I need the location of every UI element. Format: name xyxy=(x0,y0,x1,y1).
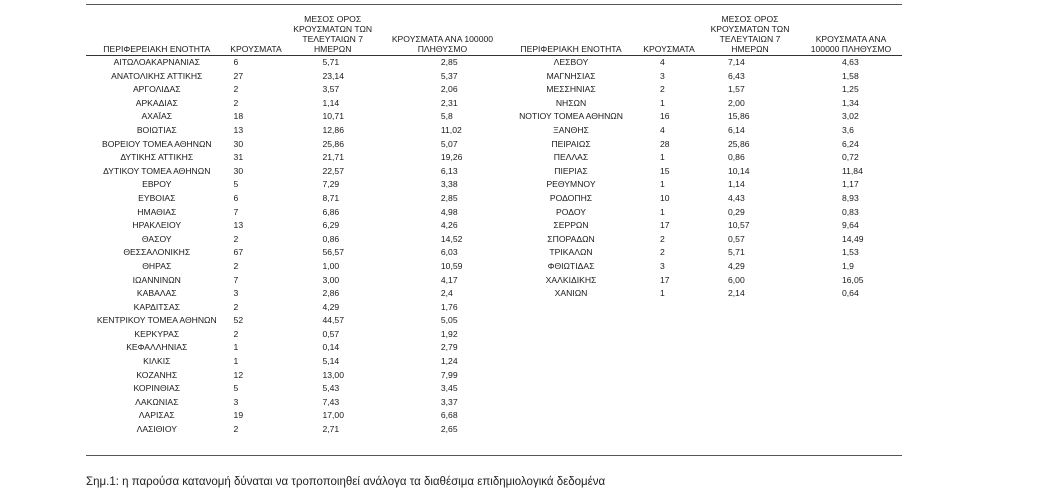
avg-7day-cell: 4,29 xyxy=(322,301,340,312)
cases-cell: 4 xyxy=(660,124,665,135)
region-cell: ΒΟΙΩΤΙΑΣ xyxy=(136,124,177,135)
region-cell: ΚΕΦΑΛΛΗΝΙΑΣ xyxy=(126,342,188,353)
avg-7day-cell: 1,14 xyxy=(322,97,340,108)
avg-7day-cell: 1,14 xyxy=(728,179,745,190)
per-100k-cell: 8,93 xyxy=(842,192,859,203)
avg-7day-cell: 6,29 xyxy=(322,220,340,231)
per-100k-cell: 2,79 xyxy=(440,342,458,353)
table-row xyxy=(504,151,902,165)
per-100k-header: ΚΡΟΥΣΜΑΤΑ ΑΝΑ 100000 ΠΛΗΘΥΣΜΟ xyxy=(800,14,902,56)
region-cell: ΠΙΕΡΙΑΣ xyxy=(554,165,588,176)
per-100k-cell: 1,92 xyxy=(440,328,458,339)
avg-7day-header: ΜΕΣΟΣ ΟΡΟΣ ΚΡΟΥΣΜΑΤΩΝ ΤΩΝ ΤΕΛΕΥΤΑΙΩΝ 7 ΗΜΕΡΩΝ xyxy=(284,14,380,56)
table-row xyxy=(86,287,504,301)
per-100k-cell: 2,31 xyxy=(440,97,458,108)
cases-cell: 2 xyxy=(233,328,239,339)
region-cell: ΔΥΤΙΚΗΣ ΑΤΤΙΚΗΣ xyxy=(120,152,194,163)
table-row xyxy=(504,274,902,288)
avg-7day-cell: 10,14 xyxy=(728,165,750,176)
per-100k-cell: 14,52 xyxy=(440,233,463,244)
per-100k-cell: 10,59 xyxy=(440,260,463,271)
cases-header: ΚΡΟΥΣΜΑΤΑ xyxy=(638,14,700,56)
cases-cell: 13 xyxy=(233,220,244,231)
table-row xyxy=(86,165,504,179)
cases-cell: 1 xyxy=(660,152,665,163)
avg-7day-cell: 1,57 xyxy=(728,84,745,95)
table-row xyxy=(86,110,504,124)
table-row xyxy=(504,97,902,111)
region-cell: ΦΘΙΩΤΙΔΑΣ xyxy=(547,260,595,271)
region-cell: ΗΜΑΘΙΑΣ xyxy=(137,206,177,217)
per-100k-cell: 7,99 xyxy=(440,369,458,380)
table-row xyxy=(504,246,902,260)
avg-7day-cell: 5,43 xyxy=(322,383,340,394)
cases-cell: 27 xyxy=(233,70,244,81)
table-row xyxy=(86,355,504,369)
avg-7day-cell: 2,14 xyxy=(728,288,745,299)
avg-7day-cell: 0,29 xyxy=(728,206,745,217)
avg-7day-cell: 13,00 xyxy=(322,369,344,380)
table-row xyxy=(86,206,504,220)
top-rule xyxy=(86,4,902,5)
table-row xyxy=(86,219,504,233)
per-100k-cell: 16,05 xyxy=(842,274,864,285)
cases-cell: 30 xyxy=(233,138,244,149)
table-row xyxy=(504,192,902,206)
table-row xyxy=(86,83,504,97)
cases-cell: 1 xyxy=(660,179,665,190)
table-row xyxy=(86,396,504,410)
region-cell: ΑΧΑΪΑΣ xyxy=(141,111,173,122)
table-row xyxy=(504,56,902,70)
cases-header: ΚΡΟΥΣΜΑΤΑ xyxy=(228,14,285,56)
avg-7day-cell: 22,57 xyxy=(322,165,344,176)
per-100k-cell: 1,25 xyxy=(842,84,859,95)
region-cell: ΠΕΙΡΑΙΩΣ xyxy=(551,138,591,149)
table-row xyxy=(86,192,504,206)
table-row xyxy=(86,341,504,355)
per-100k-cell: 1,24 xyxy=(440,356,458,367)
cases-cell: 5 xyxy=(233,179,239,190)
table-row xyxy=(86,97,504,111)
region-cell: ΚΑΡΔΙΤΣΑΣ xyxy=(133,301,180,312)
cases-cell: 2 xyxy=(233,424,239,435)
avg-7day-cell: 10,71 xyxy=(322,111,344,122)
per-100k-cell: 3,6 xyxy=(842,124,854,135)
avg-7day-cell: 5,71 xyxy=(322,57,340,67)
per-100k-cell: 6,68 xyxy=(440,410,458,421)
per-100k-cell: 5,37 xyxy=(440,70,458,81)
region-cell: ΠΕΛΛΑΣ xyxy=(553,152,589,163)
avg-7day-cell: 2,86 xyxy=(322,288,340,299)
avg-7day-cell: 10,57 xyxy=(728,220,750,231)
per-100k-cell: 4,17 xyxy=(440,274,458,285)
region-cell: ΧΑΛΚΙΔΙΚΗΣ xyxy=(545,274,597,285)
cases-cell: 6 xyxy=(233,192,239,203)
per-100k-cell: 6,13 xyxy=(440,165,458,176)
cases-cell: 15 xyxy=(660,165,670,176)
region-cell: ΡΟΔΟΥ xyxy=(556,206,586,217)
table-row xyxy=(86,328,504,342)
table-row xyxy=(86,124,504,138)
table-row xyxy=(504,287,902,301)
per-100k-cell: 14,49 xyxy=(842,233,864,244)
per-100k-cell: 1,17 xyxy=(842,179,859,190)
cases-cell: 16 xyxy=(660,111,670,122)
per-100k-header: ΚΡΟΥΣΜΑΤΑ ΑΝΑ 100000 ΠΛΗΘΥΣΜΟ xyxy=(381,14,504,56)
avg-7day-cell: 12,86 xyxy=(322,124,344,135)
per-100k-cell: 5,07 xyxy=(440,138,458,149)
per-100k-cell: 1,53 xyxy=(842,247,859,258)
region-cell: ΣΕΡΡΩΝ xyxy=(553,220,589,231)
avg-7day-cell: 3,57 xyxy=(322,84,340,95)
per-100k-cell: 6,24 xyxy=(842,138,859,149)
per-100k-cell: 1,58 xyxy=(842,70,859,81)
per-100k-cell: 4,63 xyxy=(842,57,859,67)
region-cell: ΚΑΒΑΛΑΣ xyxy=(136,288,177,299)
cases-cell: 1 xyxy=(233,356,239,367)
table-row xyxy=(86,151,504,165)
table-row xyxy=(504,233,902,247)
avg-7day-cell: 0,57 xyxy=(728,233,745,244)
cases-cell: 13 xyxy=(233,124,244,135)
avg-7day-cell: 6,86 xyxy=(322,206,340,217)
cases-cell: 12 xyxy=(233,369,244,380)
avg-7day-cell: 0,57 xyxy=(322,328,340,339)
per-100k-cell: 2,4 xyxy=(440,288,453,299)
avg-7day-cell: 23,14 xyxy=(322,70,344,81)
per-100k-cell: 4,26 xyxy=(440,220,458,231)
avg-7day-cell: 6,43 xyxy=(728,70,745,81)
per-100k-cell: 2,85 xyxy=(440,57,458,67)
per-100k-cell: 0,83 xyxy=(842,206,859,217)
table-row xyxy=(86,314,504,328)
cases-cell: 7 xyxy=(233,206,239,217)
table-row xyxy=(504,260,902,274)
avg-7day-header: ΜΕΣΟΣ ΟΡΟΣ ΚΡΟΥΣΜΑΤΩΝ ΤΩΝ ΤΕΛΕΥΤΑΙΩΝ 7 ΗΜΕΡΩΝ xyxy=(700,14,800,56)
cases-cell: 3 xyxy=(233,288,239,299)
cases-cell: 1 xyxy=(233,342,239,353)
cases-cell: 10 xyxy=(660,192,670,203)
table-row xyxy=(86,274,504,288)
per-100k-cell: 2,85 xyxy=(440,192,458,203)
cases-cell: 1 xyxy=(660,206,665,217)
cases-cell: 18 xyxy=(233,111,244,122)
avg-7day-cell: 44,57 xyxy=(322,315,344,326)
avg-7day-cell: 0,86 xyxy=(728,152,745,163)
per-100k-cell: 1,9 xyxy=(842,260,854,271)
region-cell: ΚΟΖΑΝΗΣ xyxy=(136,369,178,380)
region-cell: ΝΗΣΩΝ xyxy=(555,97,587,108)
cases-cell: 7 xyxy=(233,274,239,285)
cases-cell: 2 xyxy=(233,260,239,271)
per-100k-cell: 9,64 xyxy=(842,220,859,231)
cases-cell: 28 xyxy=(660,138,670,149)
cases-cell: 2 xyxy=(233,233,239,244)
region-cell: ΧΑΝΙΩΝ xyxy=(554,288,588,299)
region-cell: ΚΙΛΚΙΣ xyxy=(143,356,171,367)
region-cell: ΔΥΤΙΚΟΥ ΤΟΜΕΑ ΑΘΗΝΩΝ xyxy=(103,165,211,176)
per-100k-cell: 4,98 xyxy=(440,206,458,217)
table-row xyxy=(504,178,902,192)
region-header: ΠΕΡΙΦΕΡΙΑΚΗ ΕΝΟΤΗΤΑ xyxy=(504,14,638,56)
region-cell: ΕΥΒΟΙΑΣ xyxy=(138,192,176,203)
avg-7day-cell: 2,71 xyxy=(322,424,340,435)
cases-table-left xyxy=(86,14,504,437)
per-100k-cell: 3,38 xyxy=(440,179,458,190)
region-cell: ΚΕΝΤΡΙΚΟΥ ΤΟΜΕΑ ΑΘΗΝΩΝ xyxy=(96,315,217,326)
avg-7day-cell: 0,86 xyxy=(322,233,340,244)
avg-7day-cell: 6,14 xyxy=(728,124,745,135)
table-row xyxy=(86,301,504,315)
region-cell: ΛΕΣΒΟΥ xyxy=(553,57,589,67)
footnote: Σημ.1: η παρούσα κατανομή δύναται να τροποποιηθεί ανάλογα τα διαθέσιμα επιδημιολογικά δεδομένα xyxy=(86,476,606,488)
cases-cell: 5 xyxy=(233,383,239,394)
cases-cell: 17 xyxy=(660,274,670,285)
avg-7day-cell: 5,71 xyxy=(728,247,745,258)
per-100k-cell: 6,03 xyxy=(440,247,458,258)
avg-7day-cell: 3,00 xyxy=(322,274,340,285)
per-100k-cell: 0,72 xyxy=(842,152,859,163)
table-row xyxy=(86,382,504,396)
per-100k-cell: 3,37 xyxy=(440,396,458,407)
avg-7day-cell: 7,14 xyxy=(728,57,745,67)
table-row xyxy=(504,110,902,124)
table-row xyxy=(504,138,902,152)
avg-7day-cell: 8,71 xyxy=(322,192,340,203)
region-header: ΠΕΡΙΦΕΡΕΙΑΚΗ ΕΝΟΤΗΤΑ xyxy=(86,14,228,56)
cases-cell: 1 xyxy=(660,97,665,108)
per-100k-cell: 11,84 xyxy=(842,165,863,176)
avg-7day-cell: 0,14 xyxy=(322,342,340,353)
cases-cell: 52 xyxy=(233,315,244,326)
table-row xyxy=(86,423,504,437)
per-100k-cell: 19,26 xyxy=(440,152,463,163)
region-cell: ΙΩΑΝΝΙΝΩΝ xyxy=(132,274,181,285)
per-100k-cell: 0,64 xyxy=(842,288,859,299)
cases-cell: 4 xyxy=(660,57,665,67)
per-100k-cell: 5,8 xyxy=(440,111,453,122)
cases-cell: 3 xyxy=(660,260,665,271)
cases-cell: 31 xyxy=(233,152,244,163)
table-row xyxy=(86,369,504,383)
table-row xyxy=(86,233,504,247)
avg-7day-cell: 7,43 xyxy=(322,396,340,407)
per-100k-cell: 2,06 xyxy=(440,84,458,95)
table-header-row xyxy=(504,14,902,56)
avg-7day-cell: 5,14 xyxy=(322,356,340,367)
table-row xyxy=(86,56,504,70)
region-cell: ΛΑΣΙΘΙΟΥ xyxy=(136,424,177,435)
per-100k-cell: 3,45 xyxy=(440,383,458,394)
per-100k-cell: 3,02 xyxy=(842,111,859,122)
per-100k-cell: 2,65 xyxy=(440,424,458,435)
region-cell: ΣΠΟΡΑΔΩΝ xyxy=(547,233,595,244)
avg-7day-cell: 4,43 xyxy=(728,192,745,203)
cases-cell: 19 xyxy=(233,410,244,421)
table-row xyxy=(86,260,504,274)
region-cell: ΛΑΡΙΣΑΣ xyxy=(138,410,175,421)
per-100k-cell: 1,76 xyxy=(440,301,458,312)
region-cell: ΡΟΔΟΠΗΣ xyxy=(549,192,593,203)
cases-cell: 2 xyxy=(660,233,665,244)
region-cell: ΞΑΝΘΗΣ xyxy=(553,124,589,135)
region-cell: ΘΑΣΟΥ xyxy=(141,233,172,244)
avg-7day-cell: 6,00 xyxy=(728,274,745,285)
table-row xyxy=(86,246,504,260)
cases-cell: 2 xyxy=(660,247,665,258)
avg-7day-cell: 4,29 xyxy=(728,260,745,271)
region-cell: ΘΕΣΣΑΛΟΝΙΚΗΣ xyxy=(123,247,191,258)
avg-7day-cell: 21,71 xyxy=(322,152,344,163)
avg-7day-cell: 25,86 xyxy=(728,138,750,149)
cases-cell: 2 xyxy=(233,97,239,108)
region-cell: ΑΙΤΩΛΟΑΚΑΡΝΑΝΙΑΣ xyxy=(113,57,200,67)
region-cell: ΑΝΑΤΟΛΙΚΗΣ ΑΤΤΙΚΗΣ xyxy=(111,70,203,81)
table-row xyxy=(86,138,504,152)
region-cell: ΑΡΚΑΔΙΑΣ xyxy=(135,97,178,108)
avg-7day-cell: 17,00 xyxy=(322,410,344,421)
region-cell: ΗΡΑΚΛΕΙΟΥ xyxy=(132,220,182,231)
region-cell: ΡΕΘΥΜΝΟΥ xyxy=(546,179,596,190)
region-cell: ΤΡΙΚΑΛΩΝ xyxy=(549,247,593,258)
region-cell: ΜΑΓΝΗΣΙΑΣ xyxy=(546,70,596,81)
table-row xyxy=(504,165,902,179)
avg-7day-cell: 1,00 xyxy=(322,260,340,271)
region-cell: ΜΕΣΣΗΝΙΑΣ xyxy=(546,84,596,95)
per-100k-cell: 1,34 xyxy=(842,97,859,108)
avg-7day-cell: 15,86 xyxy=(728,111,750,122)
cases-cell: 3 xyxy=(660,70,665,81)
table-row xyxy=(504,83,902,97)
table-row xyxy=(504,70,902,84)
cases-cell: 6 xyxy=(233,57,239,67)
table-row xyxy=(504,206,902,220)
avg-7day-cell: 7,29 xyxy=(322,179,340,190)
table-row xyxy=(504,124,902,138)
table-row xyxy=(504,219,902,233)
region-cell: ΑΡΓΟΛΙΔΑΣ xyxy=(132,84,181,95)
cases-table-right xyxy=(504,14,902,301)
cases-cell: 1 xyxy=(660,288,665,299)
bottom-rule xyxy=(86,455,902,456)
avg-7day-cell: 25,86 xyxy=(322,138,344,149)
region-cell: ΛΑΚΩΝΙΑΣ xyxy=(135,396,179,407)
region-cell: ΕΒΡΟΥ xyxy=(142,179,172,190)
region-cell: ΚΟΡΙΝΘΙΑΣ xyxy=(133,383,181,394)
cases-cell: 2 xyxy=(233,301,239,312)
region-cell: ΝΟΤΙΟΥ ΤΟΜΕΑ ΑΘΗΝΩΝ xyxy=(519,111,623,122)
region-cell: ΒΟΡΕΙΟΥ ΤΟΜΕΑ ΑΘΗΝΩΝ xyxy=(101,138,212,149)
cases-cell: 67 xyxy=(233,247,244,258)
cases-cell: 17 xyxy=(660,220,670,231)
table-row xyxy=(86,409,504,423)
cases-cell: 2 xyxy=(233,84,239,95)
per-100k-cell: 11,02 xyxy=(440,124,462,135)
avg-7day-cell: 2,00 xyxy=(728,97,745,108)
table-row xyxy=(86,178,504,192)
per-100k-cell: 5,05 xyxy=(440,315,458,326)
region-cell: ΚΕΡΚΥΡΑΣ xyxy=(134,328,180,339)
cases-cell: 2 xyxy=(660,84,665,95)
cases-cell: 30 xyxy=(233,165,244,176)
region-cell: ΘΗΡΑΣ xyxy=(142,260,172,271)
table-header-row xyxy=(86,14,504,56)
avg-7day-cell: 56,57 xyxy=(322,247,344,258)
cases-cell: 3 xyxy=(233,396,239,407)
table-row xyxy=(86,70,504,84)
